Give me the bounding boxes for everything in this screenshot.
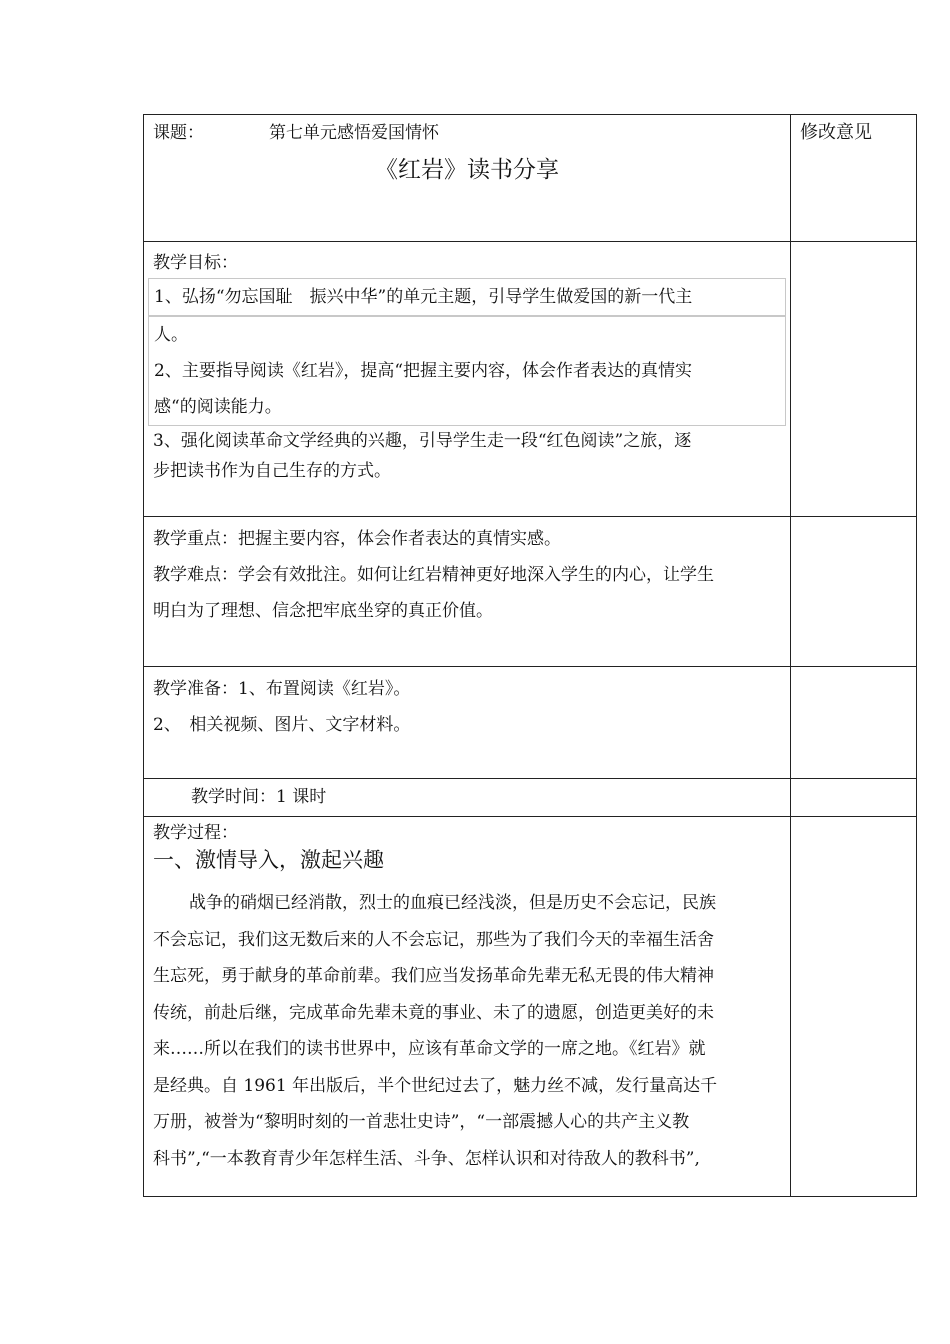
header-cell <box>144 115 791 242</box>
preparation-cell <box>144 667 791 779</box>
revision-cell <box>791 667 917 779</box>
objective-line: 1、弘扬“勿忘国耻 振兴中华”的单元主题，引导学生做爱国的新一代主 <box>154 287 693 307</box>
objectives-row <box>144 242 917 517</box>
objectives-label: 教学目标： <box>153 253 238 273</box>
revision-cell <box>791 517 917 667</box>
process-cell <box>144 817 791 1197</box>
topic-line <box>153 115 781 145</box>
revision-label: 修改意见 <box>800 122 872 143</box>
key-point-line: 教学重点：把握主要内容，体会作者表达的真情实感。 <box>153 529 561 549</box>
paragraph-line: 是经典。自 1961 年出版后，半个世纪过去了，魅力丝不减，发行量高达千 <box>153 1075 718 1096</box>
lesson-plan-table <box>143 114 917 1197</box>
preparation-row <box>144 667 917 779</box>
focus-cell <box>144 517 791 667</box>
paragraph-line: 来……所以在我们的读书世界中，应该有革命文学的一席之地。《红岩》就 <box>153 1039 706 1059</box>
objectives-cell <box>144 242 791 517</box>
time-row <box>144 779 917 817</box>
focus-row <box>144 517 917 667</box>
unit-name: 第七单元感悟爱国情怀 <box>269 123 439 143</box>
revision-header-cell <box>791 115 917 242</box>
paragraph-line: 科书”,“一本教育青少年怎样生活、斗争、怎样认识和对待敌人的教科书”, <box>153 1148 700 1169</box>
objectives-box-1 <box>148 278 786 316</box>
objectives-box-2 <box>148 316 786 426</box>
objective-line: 3、强化阅读革命文学经典的兴趣，引导学生走一段“红色阅读”之旅，逐 <box>153 431 692 451</box>
difficulty-line: 教学难点：学会有效批注。如何让红岩精神更好地深入学生的内心，让学生 <box>153 565 714 585</box>
preparation-line: 教学准备：1、布置阅读《红岩》。 <box>153 679 411 699</box>
objective-line: 2、主要指导阅读《红岩》，提高“把握主要内容，体会作者表达的真情实 <box>154 361 693 381</box>
preparation-line: 2、 相关视频、图片、文字材料。 <box>153 715 411 735</box>
section-heading: 一、激情导入，激起兴趣 <box>153 848 384 872</box>
revision-cell <box>791 242 917 517</box>
time-cell <box>144 779 791 817</box>
topic-label: 课题： <box>153 123 204 143</box>
process-row <box>144 817 917 1197</box>
paragraph-line: 传统，前赴后继，完成革命先辈未竟的事业、未了的遗愿，创造更美好的未 <box>153 1002 714 1023</box>
paragraph-line: 生忘死，勇于献身的革命前辈。我们应当发扬革命先辈无私无畏的伟大精神 <box>153 966 714 986</box>
revision-cell <box>791 779 917 817</box>
header-row <box>144 115 917 242</box>
process-label: 教学过程： <box>153 823 238 843</box>
paragraph-line: 不会忘记，我们这无数后来的人不会忘记，那些为了我们今天的幸福生活舍 <box>153 929 714 950</box>
objective-line: 步把读书作为自己生存的方式。 <box>153 461 391 481</box>
objective-line: 感“的阅读能力。 <box>154 397 282 417</box>
difficulty-line: 明白为了理想、信念把牢底坐穿的真正价值。 <box>153 601 493 621</box>
lesson-title: 《红岩》读书分享 <box>375 157 559 183</box>
objective-line: 人。 <box>154 325 188 345</box>
revision-cell <box>791 817 917 1197</box>
paragraph-line: 万册，被誉为“黎明时刻的一首悲壮史诗”，“一部震撼人心的共产主义教 <box>153 1112 690 1132</box>
lesson-time: 教学时间：1 课时 <box>191 787 327 807</box>
paragraph-line: 战争的硝烟已经消散，烈士的血痕已经浅淡，但是历史不会忘记，民族 <box>189 893 716 913</box>
